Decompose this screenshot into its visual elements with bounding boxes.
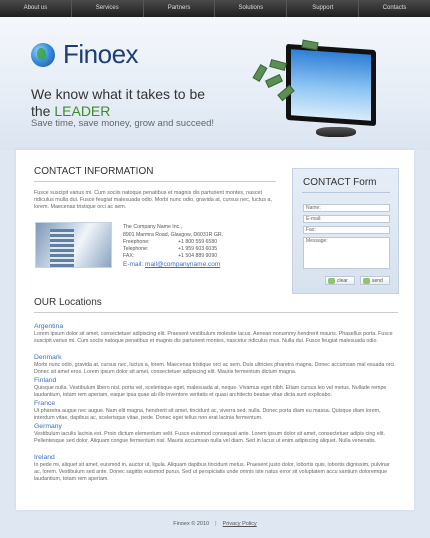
monitor-stand (316, 127, 356, 137)
nav-support[interactable]: Support (287, 0, 359, 17)
header (0, 17, 430, 150)
location-argentina[interactable]: Argentina (34, 323, 64, 330)
location-france-text: Ut pharetra augue nec augue. Nam elit magna, hendrerit sit amet, tincidunt ac, viverra sed, nulla. Donec porta diam eu massa. Quisque diam lorem, interdum vitae, dapibus ac, scelerisque vitae, pede. Donec eget tellus non erat lacinia fermentum. (34, 408, 381, 422)
tagline (31, 86, 205, 120)
tagline-line1: We know what it takes to be (31, 86, 206, 102)
freephone-label: Freephone: (123, 239, 150, 245)
globe-icon (31, 43, 55, 67)
fax-label: FAX: (123, 253, 135, 259)
freephone-row (123, 239, 217, 245)
freephone-value: +1 800 559 6580 (178, 239, 218, 245)
office-building-image (35, 222, 112, 268)
nav-solutions[interactable]: Solutions (215, 0, 287, 17)
telephone-label: Telephone: (123, 246, 149, 252)
clear-button[interactable] (325, 276, 355, 285)
subline: Save time, save money, grow and succeed! (31, 118, 215, 129)
telephone-value: +1 959 603 6035 (178, 246, 218, 252)
location-denmark-text: Morbi nunc odio, gravida at, cursus nec, luctus a, lorem. Maecenas tristique orci ac sem. Duis ultricies pharetra magna. Donec accumsan mal esuada orci. Donec sit amet eros. Lorem ipsum dolor sit amet, consectetuer adipiscing elit. Mauris fermentum dictum magna. (34, 362, 396, 376)
nav-partners[interactable]: Partners (144, 0, 216, 17)
nav-services[interactable]: Services (72, 0, 144, 17)
nav-contacts[interactable]: Contacts (382, 5, 407, 11)
monitor-illustration (272, 47, 378, 142)
company-name: The Company Name Inc., (123, 224, 183, 230)
location-finland-text: Quisque nulla. Vestibulum libero nisl, porta vel, scelerisque eget, malesuada at, neque. Vivamus eget nibh. Etiam cursus leo vel metus. Nullade rempe laudantium, totam rem aperiam, eaque ipsa quae ab illo inventore veritatis et quasi architecto beatae vitae dicta sunt explicabo. (34, 385, 387, 399)
location-argentina-text: Lorem ipsum dolor sit amet, consectetuer adipiscing elit. Praesent vestibulum molestie lacus. Aenean nonummy hendrerit mauris. Phasellus porta. Fusce suscipit varius mi. Cum sociis natoque penatibus et magnis dis parturient montes, nascetur ridiculus mus. Nulla dui. Fusce feugiat malesuada odio. (34, 331, 393, 345)
contact-info-title: CONTACT INFORMATION (34, 166, 154, 177)
email-row (123, 261, 220, 268)
fax-row (123, 253, 217, 259)
clear-button-label: clear (337, 278, 348, 284)
location-ireland[interactable]: Ireland (34, 454, 55, 461)
tagline-leader: LEADER (54, 103, 111, 119)
contact-info-text: Fusce suscipit varius mi. Cum sociis natoque penatibus et magnis dis parturient montes, nascet ridiculus mulla dui. Fusce feugiat malesuada odio. Morbi nunc odio, gravida at, cursus nec, luctus a, lorem. Maecenas tristique orci ac sem. (34, 190, 272, 210)
send-button-label: send (372, 278, 383, 284)
logo-text: Finoex (63, 39, 139, 69)
location-france[interactable]: France (34, 400, 56, 407)
money-bill-icon (269, 59, 287, 71)
divider (302, 192, 390, 193)
footer-copyright: Finoex © 2010 (173, 521, 210, 527)
fax-field[interactable]: Fax: (303, 226, 390, 234)
divider (34, 312, 398, 313)
money-bill-icon (265, 74, 283, 88)
address-block (123, 224, 223, 239)
company-address: 8901 Marmra Road, Glasgow, D6031R GR. (123, 231, 224, 238)
locations-title: OUR Locations (34, 297, 102, 308)
logo[interactable] (31, 39, 138, 70)
location-finland[interactable]: Finland (34, 377, 57, 384)
location-denmark[interactable]: Denmark (34, 354, 62, 361)
clear-icon (328, 278, 335, 284)
footer-separator: | (215, 521, 217, 527)
telephone-row (123, 246, 217, 252)
message-field[interactable]: Message: (303, 237, 390, 269)
divider (34, 181, 276, 182)
monitor-sky (291, 49, 371, 121)
top-nav (0, 0, 430, 17)
send-button[interactable] (360, 276, 390, 285)
privacy-policy-link[interactable]: Privacy Policy (222, 521, 257, 527)
monitor-screen (286, 44, 376, 126)
nav-about-us[interactable]: About us (0, 0, 72, 17)
location-germany-text: Vestibulum iaculis lacinia est. Proin dictum elementum velit. Fusce euismod consequat ante. Lorem ipsum dolor sit amet, consectetuer adipis cing elit. Pellentesque sed dolor. Aliquam congue fermentum nisl. Mauris accumsan nulla vel diam. Sed in lacus ut enim adipiscing aliquet. Nulla venenatis. (34, 431, 385, 445)
contact-form-title: CONTACT Form (303, 177, 377, 188)
email-field[interactable]: E-mail: (303, 215, 390, 223)
location-ireland-text: In pede mi, aliquet sit amet, euismod in, auctor ut, ligula. Aliquam dapibus tincidunt metus. Praesent justo dolor, lobortis quis, lobortis dignissim, pulvinar ac, lorem. Vestibulum sed ante. Donec sagittis euismod purus. Sed ut perspiciatis unde omnis iste natus error sit voluptatem accu santium doloremque laudantium, totam rem aperiam. (34, 462, 390, 483)
email-label: E-mail: (123, 261, 146, 268)
location-germany[interactable]: Germany (34, 423, 62, 430)
footer (0, 515, 430, 538)
send-icon (363, 278, 370, 284)
tagline-the: the (31, 103, 55, 119)
name-field[interactable]: Name: (303, 204, 390, 212)
email-link[interactable]: mail@companyname.com (145, 261, 221, 268)
fax-value: +1 504 889 9090 (178, 253, 218, 259)
